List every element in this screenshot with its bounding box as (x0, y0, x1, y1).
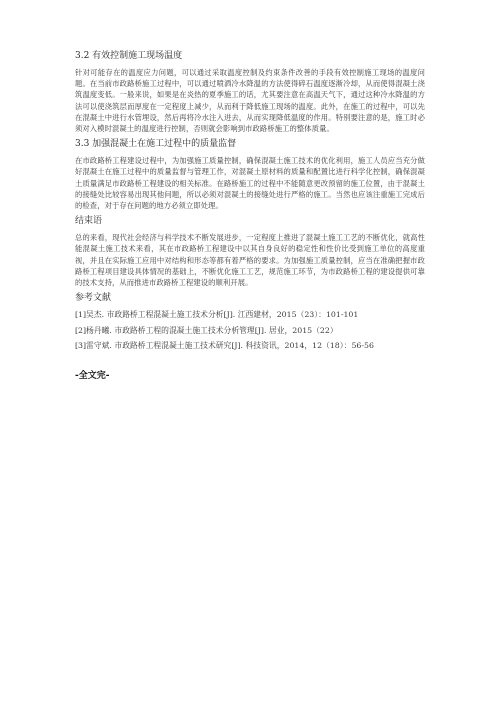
conclusion-heading: 结束语 (75, 216, 103, 227)
reference-item: [1]吴杰. 市政路桥工程混凝土施工技术分析[J]. 江西建材，2015（23）：101-101 (75, 310, 359, 320)
document-content (75, 50, 425, 381)
conclusion-paragraph: 总的来看，现代社会经济与科学技术不断发展进步，一定程度上推进了混凝土施工工艺的不断优化，就高性能混凝土施工技术来看，其在市政路桥工程建设中以其自身良好的稳定性和性价比受到施工单位的高度重视，并且在实际施工应用中对结构和形态等都有着严格的要求。为加强施工质量控制，应当在准确把握市政路桥工程项目建设具体情况的基础上，不断优化施工工艺，规范施工环节，为市政路桥工程的建设提供可靠的技术支持，从而推进市政路桥工程建设的顺利开展。 (75, 233, 425, 288)
reference-item: [3]雷守斌. 市政路桥工程混凝土施工技术研究[J]. 科技资讯，2014，12（18）：56-56 (75, 341, 374, 351)
section-3-3-heading: 3.3 加强混凝土在施工过程中的质量监督 (75, 139, 237, 150)
section-3-2-paragraph: 针对可能存在的温度应力问题，可以通过采取温度控制及约束条件改善的手段有效控制施工现场的温度问题。在当前市政路桥施工过程中，可以通过喷洒冷水降温的方法使得碎石温度逐渐冷却，从而使得混凝土浇筑温度变低。一般来说，如果是在炎热的夏季施工的话，尤其要注意在高温天气下，通过这种冷水降温的方法可以使浇筑层而厚度在一定程度上减少，从而利于降低施工现场的温度。此外，在施工的过程中，可以先在混凝土中进行水管埋设，然后再将冷水注入进去，从而实现降低温度的作用。特别要注意的是，施工时必须对入模时混凝土的温度进行控制，否则就会影响到市政路桥施工的整体质量。 (75, 68, 425, 134)
section-3-2-heading: 3.2 有效控制施工现场温度 (75, 51, 183, 61)
end-of-document-mark: -全文完- (75, 370, 110, 381)
reference-item: [2]杨丹曦. 市政路桥工程的混凝土施工技术分析管理[J]. 居业，2015（22） (75, 325, 338, 335)
section-3-3-paragraph: 在市政路桥工程建设过程中，为加强施工质量控制，确保混凝土施工技术的优化利用，施工人员应当充分做好混凝土在施工过程中的质量监督与管理工作，对混凝土原材料的质量和配置比进行科学化控制，确保混凝土质量满足市政路桥工程建设的相关标准。在路桥施工的过程中不能随意更改预留的施工位置，由于混凝土的接缝处比较容易出现其他问题，所以必须对混凝土的接缝处进行严格的施工。当然也应该注重施工完成后的检查，对于存在问题的地方必须立即处理。 (75, 156, 425, 211)
references-heading: 参考文献 (75, 293, 112, 304)
